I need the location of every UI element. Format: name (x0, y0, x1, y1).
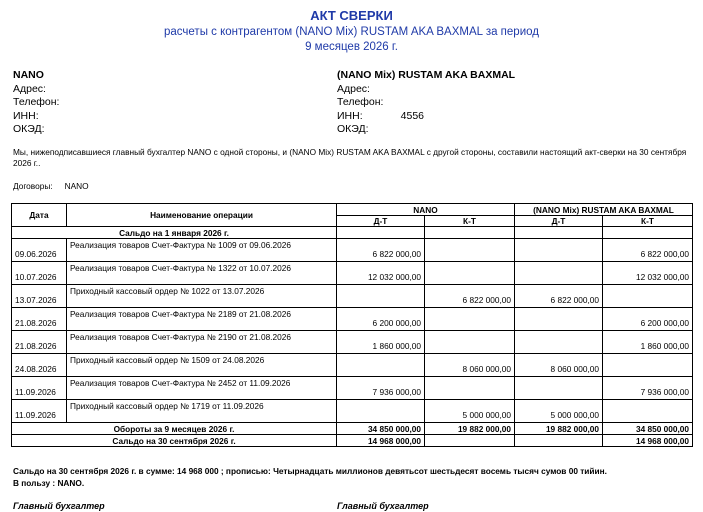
row-left-kt: 8 060 000,00 (425, 354, 515, 377)
document-title: АКТ СВЕРКИ (310, 8, 393, 23)
row-left-kt: 6 822 000,00 (425, 285, 515, 308)
left-party-name: NANO (13, 69, 44, 81)
right-party-name: (NANO Mix) RUSTAM AKA BAXMAL (337, 69, 516, 81)
opening-balance-row (12, 227, 693, 239)
summary-block (13, 465, 607, 489)
row-operation: Приходный кассовый ордер № 1022 от 13.07.2026 (67, 285, 337, 308)
column-header-left-dt: Д-Т (337, 216, 425, 227)
document-period: 9 месяцев 2026 г. (305, 41, 398, 53)
table-row (12, 285, 693, 308)
contracts-label: Договоры: (13, 181, 53, 191)
row-left-dt (337, 400, 425, 423)
row-left-dt: 12 032 000,00 (337, 262, 425, 285)
closing-left-kt (425, 435, 515, 447)
left-party-block (13, 69, 59, 137)
signature-left: Главный бухгалтер (13, 501, 105, 511)
row-right-kt: 12 032 000,00 (603, 262, 693, 285)
row-date: 09.06.2026 (12, 239, 67, 262)
table-row (12, 308, 693, 331)
table-row (12, 377, 693, 400)
row-right-dt (515, 308, 603, 331)
right-party-inn-row (337, 110, 515, 124)
left-party-phone-label: Телефон: (13, 96, 60, 108)
table-cell (425, 227, 515, 239)
summary-balance-text: Сальдо на 30 сентября 2026 г. в сумме: 14 968 000 ; прописью: Четырнадцать миллионов девятьсот шестьдесят восемь тысяч сумов 00 тийин. (13, 466, 607, 476)
table-row (12, 331, 693, 354)
row-right-kt: 7 936 000,00 (603, 377, 693, 400)
closing-balance-row (12, 435, 693, 447)
row-left-kt (425, 308, 515, 331)
column-header-right-dt: Д-Т (515, 216, 603, 227)
row-left-dt (337, 354, 425, 377)
column-header-operation: Наименование операции (67, 204, 337, 227)
right-party-phone-label: Телефон: (337, 96, 384, 108)
row-right-kt: 1 860 000,00 (603, 331, 693, 354)
row-left-kt (425, 377, 515, 400)
closing-right-dt (515, 435, 603, 447)
table-cell (515, 227, 603, 239)
row-operation: Реализация товаров Счет-Фактура № 2190 от 21.08.2026 (67, 331, 337, 354)
closing-balance-label: Сальдо на 30 сентября 2026 г. (12, 435, 337, 447)
row-date: 21.08.2026 (12, 331, 67, 354)
table-cell (603, 227, 693, 239)
closing-right-kt: 14 968 000,00 (603, 435, 693, 447)
row-right-kt: 6 822 000,00 (603, 239, 693, 262)
row-date: 11.09.2026 (12, 400, 67, 423)
left-party-okad-label: ОКЭД: (13, 123, 45, 135)
row-operation: Реализация товаров Счет-Фактура № 2189 от 21.08.2026 (67, 308, 337, 331)
table-header-row (12, 204, 693, 216)
row-left-kt (425, 262, 515, 285)
column-header-left-kt: К-Т (425, 216, 515, 227)
contracts-line (13, 181, 89, 191)
right-party-inn-label: ИНН: (337, 109, 363, 122)
row-right-dt: 6 822 000,00 (515, 285, 603, 308)
contracts-value: NANO (64, 181, 89, 191)
right-party-address-label: Адрес: (337, 82, 370, 95)
row-left-kt (425, 239, 515, 262)
group-header-left: NANO (337, 204, 515, 216)
row-right-kt (603, 285, 693, 308)
row-right-kt: 6 200 000,00 (603, 308, 693, 331)
table-row (12, 239, 693, 262)
row-right-kt (603, 400, 693, 423)
closing-left-dt: 14 968 000,00 (337, 435, 425, 447)
turnover-label: Обороты за 9 месяцев 2026 г. (12, 423, 337, 435)
table-row (12, 262, 693, 285)
row-left-dt: 6 822 000,00 (337, 239, 425, 262)
right-party-inn-value: 4556 (400, 109, 424, 122)
row-left-dt: 6 200 000,00 (337, 308, 425, 331)
turnover-right-dt: 19 882 000,00 (515, 423, 603, 435)
column-header-right-kt: К-Т (603, 216, 693, 227)
intro-text: Мы, нижеподписавшиеся главный бухгалтер NANO с одной стороны, и (NANO Mix) RUSTAM AKA BAXMAL с другой стороны, составили настоящий акт-сверки на 30 сентября 2026 г.. (13, 147, 687, 168)
row-operation: Приходный кассовый ордер № 1509 от 24.08.2026 (67, 354, 337, 377)
row-operation: Реализация товаров Счет-Фактура № 1009 от 09.06.2026 (67, 239, 337, 262)
signature-right: Главный бухгалтер (337, 501, 429, 511)
row-right-dt (515, 262, 603, 285)
row-left-kt (425, 331, 515, 354)
turnover-left-dt: 34 850 000,00 (337, 423, 425, 435)
right-party-okad-label: ОКЭД: (337, 123, 369, 135)
right-party-block (337, 69, 515, 137)
row-date: 10.07.2026 (12, 262, 67, 285)
group-header-right: (NANO Mix) RUSTAM AKA BAXMAL (515, 204, 693, 216)
row-right-dt: 8 060 000,00 (515, 354, 603, 377)
row-date: 21.08.2026 (12, 308, 67, 331)
row-left-dt: 1 860 000,00 (337, 331, 425, 354)
row-operation: Приходный кассовый ордер № 1719 от 11.09.2026 (67, 400, 337, 423)
row-operation: Реализация товаров Счет-Фактура № 2452 от 11.09.2026 (67, 377, 337, 400)
row-right-dt (515, 331, 603, 354)
row-right-kt (603, 354, 693, 377)
row-date: 24.08.2026 (12, 354, 67, 377)
row-left-dt (337, 285, 425, 308)
reconciliation-table (11, 203, 693, 447)
summary-in-favor: В пользу : NANO. (13, 478, 85, 488)
left-party-inn-label: ИНН: (13, 109, 39, 122)
turnover-right-kt: 34 850 000,00 (603, 423, 693, 435)
row-right-dt (515, 377, 603, 400)
row-left-kt: 5 000 000,00 (425, 400, 515, 423)
row-operation: Реализация товаров Счет-Фактура № 1322 от 10.07.2026 (67, 262, 337, 285)
turnover-left-kt: 19 882 000,00 (425, 423, 515, 435)
row-date: 11.09.2026 (12, 377, 67, 400)
document-subtitle: расчеты с контрагентом (NANO Mix) RUSTAM AKA BAXMAL за период (164, 26, 539, 38)
row-right-dt (515, 239, 603, 262)
table-row (12, 354, 693, 377)
column-header-date: Дата (12, 204, 67, 227)
table-row (12, 400, 693, 423)
opening-balance-label: Сальдо на 1 января 2026 г. (12, 227, 337, 239)
row-right-dt: 5 000 000,00 (515, 400, 603, 423)
row-left-dt: 7 936 000,00 (337, 377, 425, 400)
left-party-address-label: Адрес: (13, 82, 46, 95)
table-cell (337, 227, 425, 239)
row-date: 13.07.2026 (12, 285, 67, 308)
turnover-row (12, 423, 693, 435)
